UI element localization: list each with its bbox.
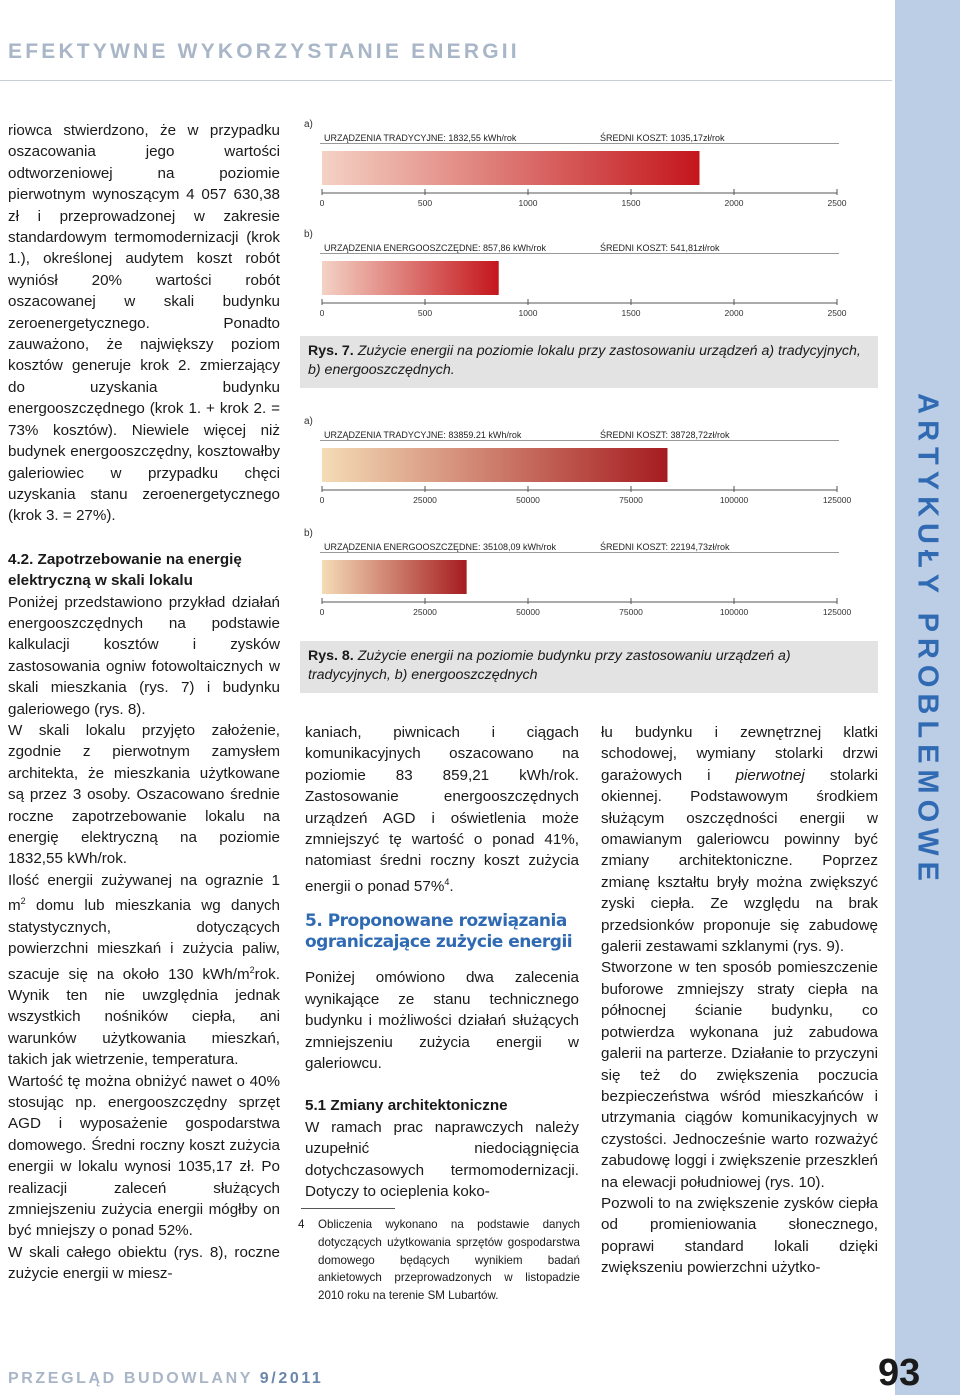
x-tick-label: 1500	[621, 308, 641, 318]
footnote-number: 4	[298, 1218, 305, 1231]
x-tick-label: 1500	[621, 198, 641, 208]
x-tick-label: 125000	[822, 495, 852, 505]
x-tick-label: 2000	[724, 308, 744, 318]
paragraph: W skali lokalu przyjęto założenie, zgodnie z pierwotnym zamysłem architekta, że mieszkania użytkowane są przez 3 osoby. Oszacowano średnie roczne zapotrzebowanie lokalu na energię elektryczną na poziomie 1832,55 kWh/rok.	[8, 721, 280, 868]
text-run: domu lub mieszkania wg danych statystycznych, dotyczących powierzchni mieszkań i zużycia paliw, szacuje się na około 130 kWh/m	[8, 897, 280, 983]
section-heading: 5. Proponowane rozwiązania ograniczające zużycie energii	[305, 911, 573, 953]
paragraph: riowca stwierdzono, że w przypadku oszacowania jego wartości odtworzeniowej na poziomie pierwotnym wynoszącym 4 057 630,38 zł i przeprowadzonej w zakresie standardowym termomodernizacji (krok 1.), określonej audytem koszt robót wyniósł 20% wartości robót oszacowanej w skali budynku zeroenergetycznego. Ponadto zauważono, że największy poziom kosztów generuje krok 2. zmierzający do uzyskania budynku energooszczędnego (krok 1. + krok 2. = 73% kosztów). Niewiele więcej niż budynek energooszczędny, kosztowałby galeriowiec w przypadku chęci uzyskania stanu zeroenergetycznego (krok 3. = 27%).	[8, 122, 280, 525]
x-tick-label: 2000	[724, 198, 744, 208]
panel-consumption-label: URZĄDZENIA ENERGOOSZCZĘDNE: 857,86 kWh/rok	[324, 243, 547, 253]
panel-letter: b)	[304, 229, 313, 240]
data-bar	[322, 151, 700, 185]
figure-8-caption-text: Zużycie energii na poziomie budynku przy zastosowaniu urządzeń a) tradycyjnych, b) energooszczędnych	[308, 648, 791, 683]
paragraph	[601, 722, 878, 957]
data-bar	[322, 448, 667, 482]
figure-8-chart	[300, 412, 878, 634]
footnote-ref: 4	[444, 876, 450, 887]
panel-top-rule	[320, 440, 839, 441]
article-column-2	[305, 722, 579, 1202]
x-tick-label: 0	[319, 607, 325, 617]
paragraph	[305, 722, 579, 897]
figure-7-caption	[300, 336, 878, 388]
x-tick-label: 2500	[827, 308, 847, 318]
text-run: łu budynku i zewnętrznej klatki schodowej, wymiany stolarki drzwi garażowych i	[601, 724, 878, 784]
paragraph	[8, 870, 280, 1071]
panel-consumption-label: URZĄDZENIA ENERGOOSZCZĘDNE: 35108,09 kWh/rok	[324, 542, 557, 552]
paragraph: Wartość tę można obniżyć nawet o 40% stosując np. energooszczędny sprzęt AGD i wyposażenie gospodarstwa domowego. Średni roczny koszt zużycia energii w lokalu wynosi 1035,17 zł. Po realizacji zaleceń służących zmniejszeniu zużycia energii mógłby on być mniejszy o ponad 52%.	[8, 1072, 280, 1240]
x-tick-label: 50000	[516, 495, 540, 505]
article-column-1	[8, 120, 280, 1285]
x-tick-label: 500	[417, 198, 433, 208]
paragraph: Poniżej przedstawiono przykład działań energooszczędnych na podstawie kalkulacji kosztów i zysków zastosowania ogniw fotowoltaicznych w skali mieszkania (rys. 7) i budynku galeriowego (rys. 8).	[8, 593, 280, 718]
x-tick-label: 75000	[619, 495, 643, 505]
x-tick-label: 500	[417, 308, 433, 318]
page-number: 93	[878, 1352, 921, 1394]
text-run: rok. Wynik ten nie uwzględnia jednak wszystkich nośników ciepła, ani warunków użytkowania mieszkań, takich jak wietrzenie, temperatura.	[8, 965, 280, 1069]
x-tick-label: 75000	[619, 607, 643, 617]
panel-consumption-label: URZĄDZENIA TRADYCYJNE: 1832,55 kWh/rok	[324, 133, 517, 143]
footnote	[298, 1216, 580, 1305]
x-tick-label: 0	[319, 308, 325, 318]
data-bar	[322, 261, 499, 295]
x-tick-label: 2500	[827, 198, 847, 208]
paragraph: Pozwoli to na zwiększenie zysków ciepła od promieniowania słonecznego, poprawi standard lokali dzięki zwiększeniu powierzchni użytko-	[601, 1194, 878, 1277]
text-run: .	[449, 877, 454, 895]
figure-8-caption	[300, 641, 878, 693]
subsection-heading: 5.1 Zmiany architektoniczne	[305, 1097, 508, 1115]
emphasis: pierwotnej	[735, 766, 805, 784]
figure-7-chart	[300, 115, 878, 333]
footnote-divider	[301, 1208, 395, 1209]
article-column-3	[601, 722, 878, 1279]
panel-cost-label: ŚREDNI KOSZT: 38728,72zł/rok	[600, 430, 730, 440]
x-tick-label: 1000	[518, 308, 538, 318]
x-tick-label: 25000	[413, 607, 437, 617]
panel-letter: a)	[304, 119, 313, 130]
text-run: kaniach, piwnicach i ciągach komunikacyjnych oszacowano na poziomie 83 859,21 kWh/rok. Zastosowanie energooszczędnych urządzeń AGD i oświetlenia może zmniejszyć tę wartość o ponad 41%, natomiast średni roczny koszt zużycia energii o ponad 57%	[305, 724, 579, 895]
panel-top-rule	[320, 253, 839, 254]
paragraph: Poniżej omówiono dwa zalecenia wynikające ze stanu technicznego budynku i możliwości działań służących zmniejszeniu zużycia energii w galeriowcu.	[305, 969, 579, 1072]
section-side-label: ARTYKUŁY PROBLEMOWE	[911, 393, 944, 887]
text-run: stolarki okiennej. Podstawowym środkiem służącym oszczędności energii w omawianym galeriowcu powinny być zmiany architektoniczne. Poprzez zmianę kształtu bryły można zwiększyć zyski ciepła. Ze względu na brak przedsionków proponuje się zabudowę galerii zestawami szklanymi (rys. 9).	[601, 766, 878, 956]
footnote-text: Obliczenia wykonano na podstawie danych dotyczących użytkowania sprzętów gospodarstwa domowego będących wynikiem badań ankietowych przeprowadzonych w listopadzie 2010 roku na terenie SM Lubartów.	[318, 1218, 580, 1303]
panel-letter: a)	[304, 416, 313, 427]
x-tick-label: 25000	[413, 495, 437, 505]
paragraph: W ramach prac naprawczych należy uzupełnić niedociągnięcia dotychczasowych termomodernizacji. Dotyczy to ocieplenia koko-	[305, 1118, 579, 1200]
figure-8-label: Rys. 8.	[308, 648, 354, 664]
journal-title: PRZEGLĄD BUDOWLANY	[8, 1370, 253, 1387]
subsection-heading: 4.2. Zapotrzebowanie na energię elektryczną w skali lokalu	[8, 550, 242, 590]
journal-footer	[8, 1370, 323, 1388]
figure-7-label: Rys. 7.	[308, 343, 354, 359]
x-tick-label: 0	[319, 198, 325, 208]
data-bar	[322, 560, 467, 594]
panel-cost-label: ŚREDNI KOSZT: 1035,17zł/rok	[600, 133, 725, 143]
x-tick-label: 125000	[822, 607, 852, 617]
running-head: EFEKTYWNE WYKORZYSTANIE ENERGII	[8, 40, 520, 63]
panel-cost-label: ŚREDNI KOSZT: 22194,73zł/rok	[600, 542, 730, 552]
superscript: 2	[249, 964, 255, 975]
x-tick-label: 100000	[719, 607, 749, 617]
x-tick-label: 0	[319, 495, 325, 505]
x-tick-label: 50000	[516, 607, 540, 617]
panel-top-rule	[320, 552, 839, 553]
panel-consumption-label: URZĄDZENIA TRADYCYJNE: 83859.21 kWh/rok	[324, 430, 522, 440]
figure-7-caption-text: Zużycie energii na poziomie lokalu przy zastosowaniu urządzeń a) tradycyjnych, b) energooszczędnych.	[308, 343, 861, 378]
paragraph: Stworzone w ten sposób pomieszczenie buforowe zmniejszy straty ciepła na północnej ścianie budynku, co potwierdza wykonana już zabudowa galerii na parterze. Działanie to przyczyni się też do zwiększenia poczucia bezpieczeństwa wśród mieszkańców i utrzymania ciągów komunikacyjnych w czystości. Jednocześnie warto rozważyć zabudowę loggi i zwiększenie przeszkleń na elewacji południowej (rys. 10).	[601, 959, 878, 1191]
header-divider	[0, 80, 892, 81]
panel-top-rule	[320, 143, 839, 144]
x-tick-label: 1000	[518, 198, 538, 208]
paragraph: W skali całego obiektu (rys. 8), roczne zużycie energii w miesz-	[8, 1243, 280, 1283]
journal-issue: 9/2011	[259, 1370, 324, 1387]
x-tick-label: 100000	[719, 495, 749, 505]
panel-cost-label: ŚREDNI KOSZT: 541,81zł/rok	[600, 243, 720, 253]
panel-letter: b)	[304, 528, 313, 539]
superscript: 2	[20, 896, 26, 907]
text-run: Ilość energii zużywanej na ograznie 1 m	[8, 871, 280, 915]
